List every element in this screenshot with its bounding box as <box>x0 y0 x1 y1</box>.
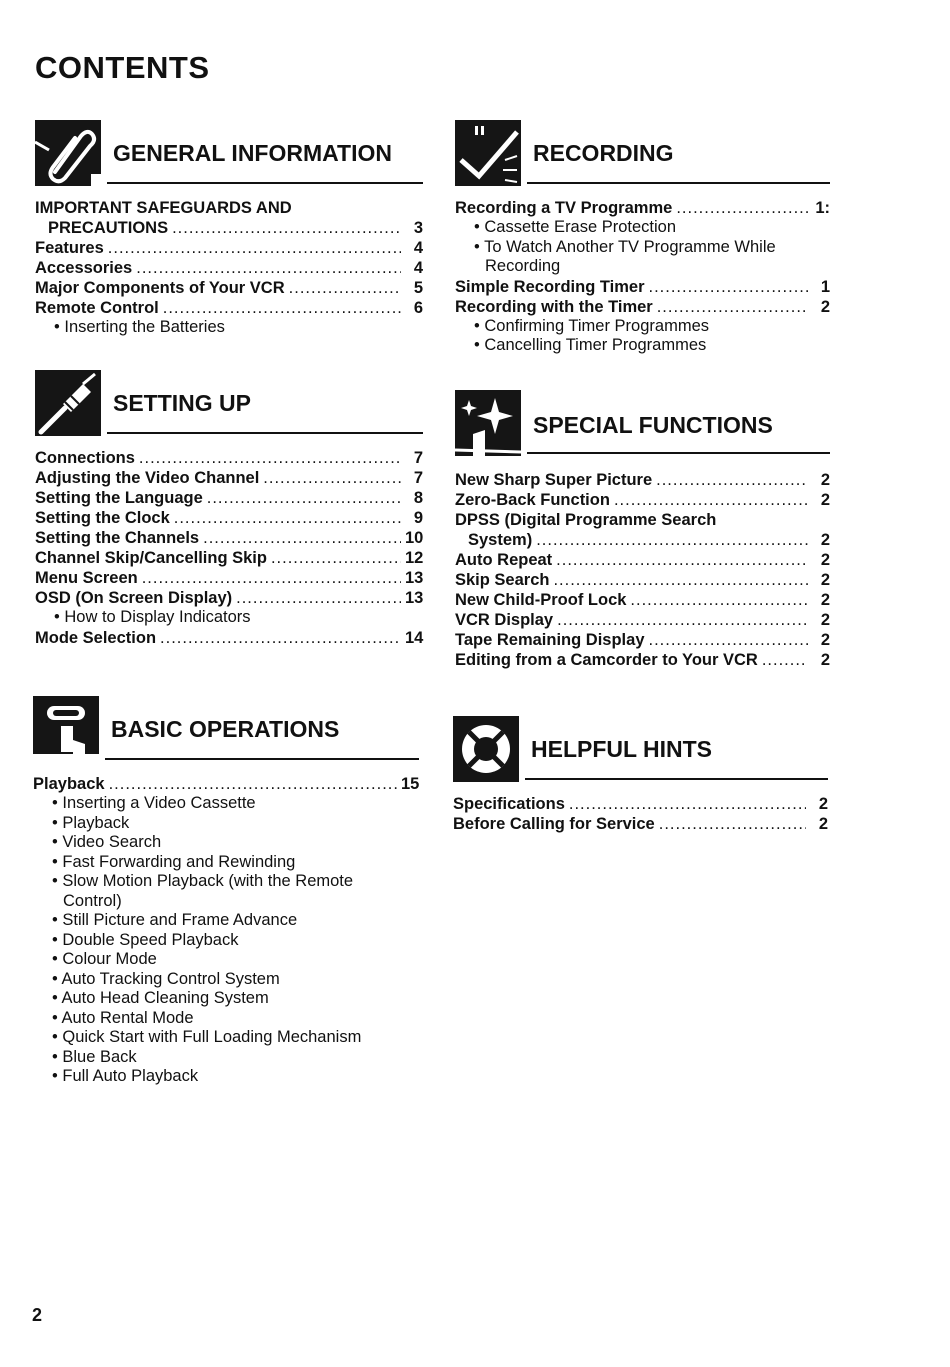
toc-subentry: • Inserting the Batteries <box>54 318 225 336</box>
toc-subentry: • Double Speed Playback <box>52 930 239 949</box>
section-title: RECORDING <box>533 140 674 166</box>
dot-leader <box>556 550 808 570</box>
toc-page-number: 8 <box>413 489 423 507</box>
toc-entry-title: Menu Screen <box>35 569 138 587</box>
section-header <box>33 696 419 768</box>
toc-entry <box>455 277 830 297</box>
page-number: 2 <box>32 1305 43 1325</box>
dot-leader <box>108 238 401 258</box>
toc-page-number: 2 <box>818 815 828 833</box>
toc-page-number: 2 <box>820 651 830 669</box>
toc-subentry: • Cancelling Timer Programmes <box>474 336 707 354</box>
dot-leader <box>203 528 401 548</box>
toc-page-number: 7 <box>413 469 423 487</box>
toc-subentry: • Slow Motion Playback (with the Remote <box>52 872 354 890</box>
toc-entry <box>33 774 419 794</box>
toc-subentry: • Full Auto Playback <box>52 1067 199 1085</box>
toc-page-number: 10 <box>405 529 424 547</box>
dot-leader <box>263 468 401 488</box>
toc-subentry: • Cassette Erase Protection <box>474 218 677 236</box>
screwdriver-icon <box>35 370 101 436</box>
toc-entry-title: Simple Recording Timer <box>455 277 645 296</box>
toc-entry-title: DPSS (Digital Programme Search <box>455 511 717 529</box>
dot-leader <box>569 794 806 814</box>
section-title: GENERAL INFORMATION <box>113 140 392 166</box>
section-divider <box>107 182 423 184</box>
toc-entry-title: Tape Remaining Display <box>455 631 645 649</box>
toc-subentry: • Auto Head Cleaning System <box>52 989 269 1007</box>
dot-leader <box>762 650 808 670</box>
toc-entry <box>455 490 830 510</box>
dot-leader <box>557 610 808 630</box>
section-header <box>455 120 830 192</box>
toc-page-number: 14 <box>405 628 424 647</box>
toc-entry-title: Recording with the Timer <box>455 297 653 316</box>
toc-list <box>453 794 828 834</box>
dot-leader <box>630 590 808 610</box>
toc-entry <box>455 530 830 550</box>
toc-entry-title: Before Calling for Service <box>453 815 655 833</box>
section-divider <box>525 778 828 780</box>
toc-subentry: • Inserting a Video Cassette <box>52 794 256 812</box>
toc-page-number: 4 <box>413 259 423 277</box>
toc-page-number: 5 <box>413 279 423 297</box>
toc-subentry-continuation: Recording <box>485 257 561 275</box>
toc-entry-title: Setting the Clock <box>35 509 170 527</box>
section-title: BASIC OPERATIONS <box>111 716 340 742</box>
section-title: SETTING UP <box>113 390 252 416</box>
toc-list <box>455 470 830 670</box>
section-header <box>453 716 828 788</box>
toc-entry-title: Playback <box>33 775 105 793</box>
section-setting-up <box>35 370 423 648</box>
toc-page-number: 6 <box>413 299 423 317</box>
toc-subentry: • Colour Mode <box>52 950 157 968</box>
toc-entry <box>453 794 828 814</box>
dot-leader <box>142 568 401 588</box>
dot-leader <box>649 277 809 297</box>
toc-entry <box>455 570 830 590</box>
toc-page-number: 2 <box>820 297 830 316</box>
dot-leader <box>136 258 401 278</box>
dot-leader <box>656 470 808 490</box>
toc-entry <box>453 814 828 834</box>
toc-entry <box>35 278 423 298</box>
section-divider <box>107 432 423 434</box>
toc-entry <box>455 550 830 570</box>
toc-subentry: • Auto Rental Mode <box>52 1008 194 1027</box>
toc-entry-title: System) <box>468 531 533 549</box>
toc-page-number: 1 <box>820 277 830 296</box>
paperclip-icon <box>35 120 101 186</box>
toc-entry-title: Skip Search <box>455 571 550 589</box>
toc-entry <box>455 297 830 317</box>
dot-leader <box>614 490 808 510</box>
toc-entry-title: Setting the Language <box>35 489 203 507</box>
sparkle-hand-icon <box>455 390 521 456</box>
toc-subentry: • Video Search <box>52 833 162 851</box>
toc-subentry: • Playback <box>52 813 130 832</box>
toc-page-number: 13 <box>405 589 424 607</box>
toc-page-number: 15 <box>401 775 420 793</box>
toc-entry-title: Connections <box>35 449 135 467</box>
toc-subentry: • Confirming Timer Programmes <box>474 316 709 335</box>
toc-list <box>455 198 830 356</box>
toc-entry-title: New Child-Proof Lock <box>455 591 627 609</box>
toc-entry-title: IMPORTANT SAFEGUARDS AND <box>35 199 292 217</box>
toc-entry <box>455 630 830 650</box>
dot-leader <box>139 448 401 468</box>
toc-entry-title: OSD (On Screen Display) <box>35 589 233 607</box>
dot-leader <box>172 218 401 238</box>
toc-entry <box>35 488 423 508</box>
toc-entry-title: Editing from a Camcorder to Your VCR <box>455 651 758 669</box>
toc-page-number: 9 <box>413 509 423 527</box>
dot-leader <box>236 588 401 608</box>
toc-entry <box>35 298 423 318</box>
toc-entry <box>35 508 423 528</box>
toc-entry-title: Mode Selection <box>35 628 157 647</box>
section-divider <box>105 758 419 760</box>
dot-leader <box>163 298 401 318</box>
dot-leader <box>659 814 806 834</box>
toc-subentry: • How to Display Indicators <box>54 608 251 626</box>
hand-press-icon <box>33 696 99 762</box>
toc-page-number: 4 <box>413 239 423 257</box>
toc-entry <box>35 568 423 588</box>
dot-leader <box>174 508 401 528</box>
toc-entry <box>35 468 423 488</box>
toc-entry <box>455 610 830 630</box>
toc-page-number: 2 <box>820 611 830 629</box>
toc-list <box>33 774 419 1087</box>
toc-entry <box>35 258 423 278</box>
toc-entry-title: VCR Display <box>455 611 554 629</box>
toc-entry-title: Recording a TV Programme <box>455 199 673 217</box>
dot-leader <box>271 548 401 568</box>
toc-entry <box>455 198 830 218</box>
toc-subentry: • Blue Back <box>52 1047 137 1066</box>
section-divider <box>527 452 830 454</box>
toc-entry <box>35 588 423 608</box>
section-basic-operations <box>33 696 419 1087</box>
dot-leader <box>536 530 808 550</box>
toc-subentry-continuation: Control) <box>63 891 122 910</box>
toc-entry-title: PRECAUTIONS <box>48 219 169 237</box>
toc-entry-title: Major Components of Your VCR <box>35 279 285 297</box>
toc-entry <box>35 628 423 648</box>
toc-entry-title: Setting the Channels <box>35 529 200 547</box>
dot-leader <box>289 278 401 298</box>
section-header <box>455 390 830 462</box>
dot-leader <box>109 774 397 794</box>
toc-page-number: 2 <box>820 531 830 549</box>
page-title: CONTENTS <box>35 50 210 85</box>
toc-page-number: 2 <box>820 551 830 569</box>
toc-page-number: 2 <box>820 631 830 649</box>
toc-page-number: 7 <box>413 449 423 467</box>
dot-leader <box>553 570 808 590</box>
toc-entry-title: Adjusting the Video Channel <box>35 469 260 487</box>
section-divider <box>527 182 830 184</box>
lifebuoy-icon <box>453 716 519 782</box>
dot-leader <box>649 630 809 650</box>
toc-entry <box>35 238 423 258</box>
toc-page-number: 3 <box>413 219 423 237</box>
section-title: HELPFUL HINTS <box>531 736 713 762</box>
section-special-functions <box>455 390 830 670</box>
toc-page-number: 12 <box>405 549 424 567</box>
toc-entry <box>455 650 830 670</box>
section-recording <box>455 120 830 356</box>
toc-entry <box>35 218 423 238</box>
toc-entry <box>35 528 423 548</box>
toc-entry-title: Zero-Back Function <box>455 491 610 509</box>
toc-entry-title: Accessories <box>35 259 133 277</box>
toc-subentry: • Still Picture and Frame Advance <box>52 911 298 929</box>
toc-subentry: • To Watch Another TV Programme While <box>474 237 776 256</box>
section-header <box>35 120 423 192</box>
toc-list <box>35 448 423 648</box>
toc-list <box>35 198 423 338</box>
toc-page-number: 1: <box>815 199 830 217</box>
toc-page-number: 2 <box>820 471 830 489</box>
section-header <box>35 370 423 442</box>
toc-page-number: 13 <box>405 569 424 587</box>
toc-page-number: 2 <box>820 491 830 509</box>
toc-entry <box>455 470 830 490</box>
toc-subentry: • Quick Start with Full Loading Mechanism <box>52 1028 362 1046</box>
toc-entry-title: New Sharp Super Picture <box>455 471 653 489</box>
toc-entry <box>35 448 423 468</box>
toc-entry-title: Remote Control <box>35 299 159 317</box>
toc-page-number: 2 <box>820 591 830 609</box>
toc-entry-title: Specifications <box>453 795 565 813</box>
toc-entry-title: Channel Skip/Cancelling Skip <box>35 549 267 567</box>
section-general-information <box>35 120 423 338</box>
toc-entry <box>35 548 423 568</box>
toc-entry-title: Auto Repeat <box>455 551 553 569</box>
dot-leader <box>676 198 808 218</box>
section-helpful-hints <box>453 716 828 834</box>
dot-leader <box>160 628 401 648</box>
toc-entry-title: Features <box>35 239 104 257</box>
toc-entry <box>455 590 830 610</box>
section-title: SPECIAL FUNCTIONS <box>533 412 773 438</box>
toc-subentry: • Auto Tracking Control System <box>52 969 280 988</box>
toc-subentry: • Fast Forwarding and Rewinding <box>52 852 296 871</box>
toc-page-number: 2 <box>820 571 830 589</box>
checkmark-icon <box>455 120 521 186</box>
dot-leader <box>207 488 401 508</box>
toc-page-number: 2 <box>818 795 828 813</box>
dot-leader <box>657 297 808 317</box>
